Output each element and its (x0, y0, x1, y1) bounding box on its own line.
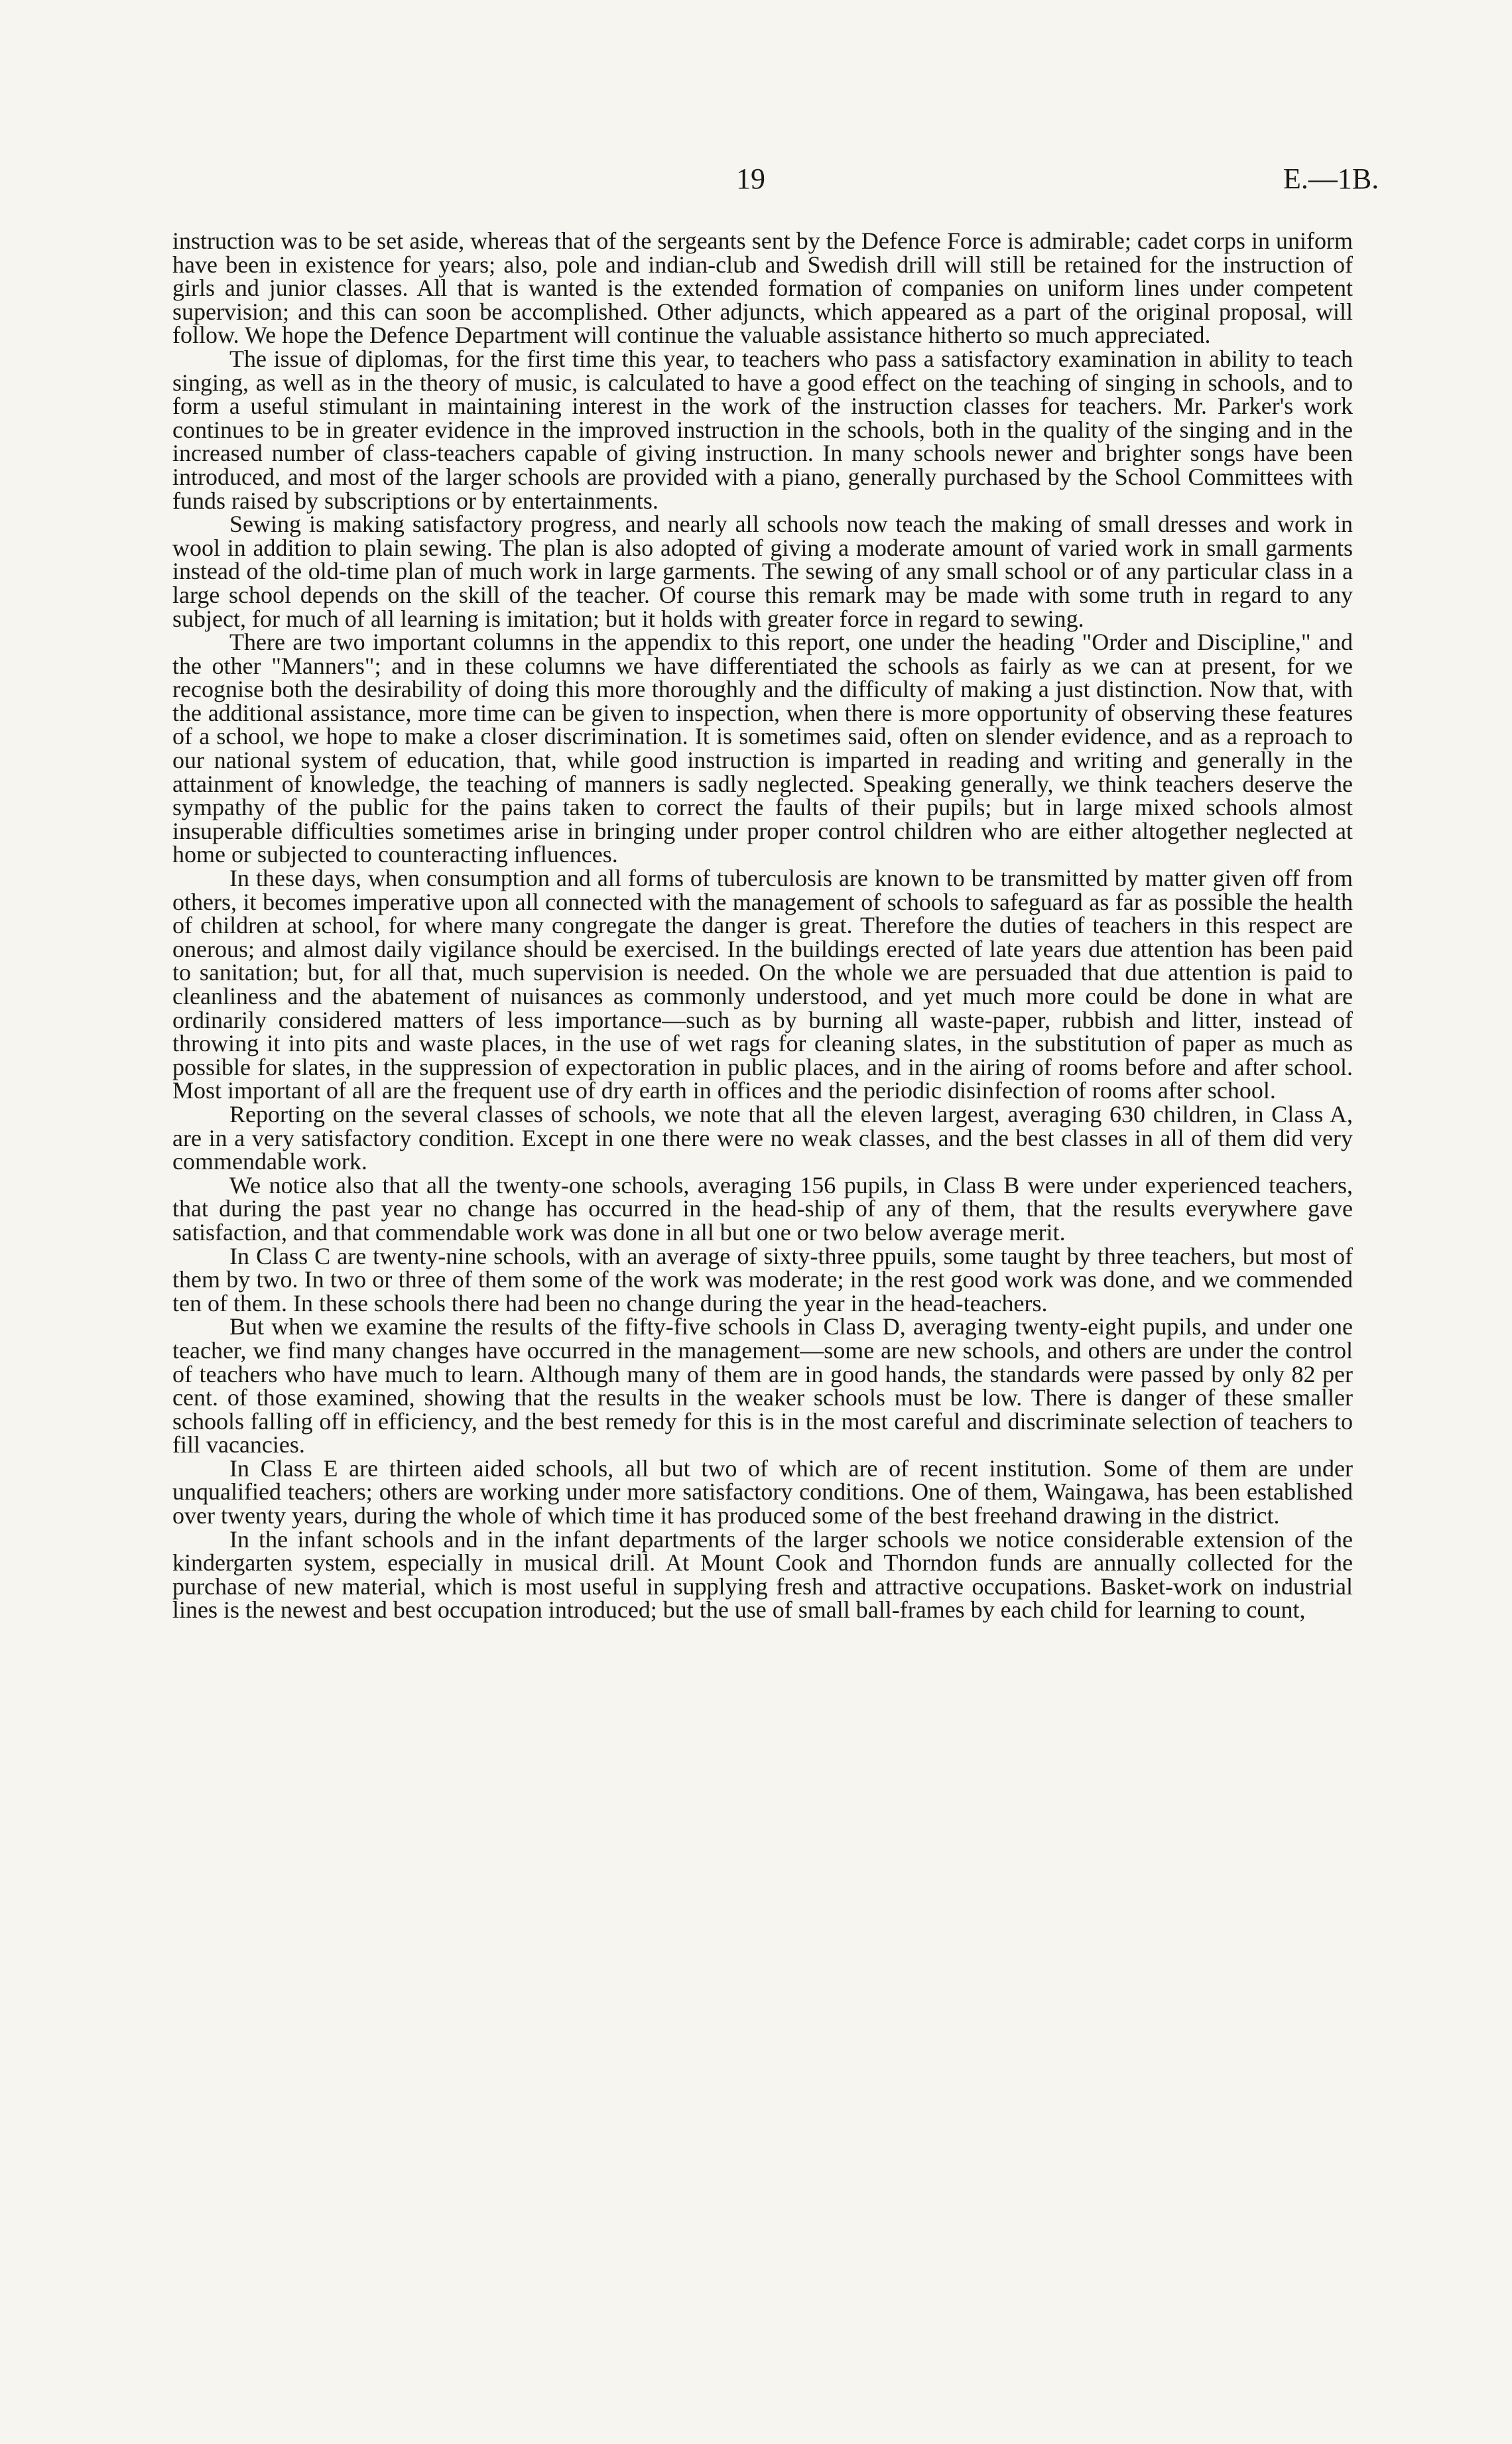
paragraph-class-e: In Class E are thirteen aided schools, all but two of which are of recent institution. Some of them are under unqualified teachers; others are working under more satisfactory conditions. One of them, Waingawa, has been established over twenty years, during the whole of which time it has produced some of the best freehand drawing in the district. (172, 1454, 1353, 1529)
paragraph-singing-diplomas: The issue of diplomas, for the first time this year, to teachers who pass a satisfactory examination in ability to teach singing, as well as in the theory of music, is calculated to have a good effect on the teaching of singing in schools, and to form a useful stimulant in maintaining interest in the work of the instruction classes for teachers. Mr. Parker's work continues to be in greater evidence in the improved instruction in the schools, both in the quality of the singing and in the increased number of class-teachers capable of giving instruction. In many schools newer and brighter songs have been introduced, and most of the larger schools are provided with a piano, generally purchased by the School Committees with funds raised by subscriptions or by entertainments. (172, 345, 1353, 514)
body-text (172, 229, 1353, 1622)
paragraph-drill-continued: instruction was to be set aside, whereas that of the sergeants sent by the Defence Force is admirable; cadet corps in uniform have been in existence for years; also, pole and indian-club and Swedish drill will still be retained for the instruction of girls and junior classes. All that is wanted is the extended formation of companies on uniform lines under competent supervision; and this can soon be accomplished. Other adjuncts, which appeared as a part of the original proposal, will follow. We hope the Defence Department will continue the valuable assistance hitherto so much appreciated. (172, 227, 1353, 349)
paragraph-infant-schools: In the infant schools and in the infant departments of the larger schools we notice considerable extension of the kindergarten system, especially in musical drill. At Mount Cook and Thorndon funds are annually collected for the purchase of new material, which is most useful in supplying fresh and attractive occupations. Basket-work on industrial lines is the newest and best occupation introduced; but the use of small ball-frames by each child for learning to count, (172, 1525, 1353, 1624)
paragraph-health-sanitation: In these days, when consumption and all forms of tuberculosis are known to be transmitted by matter given off from others, it becomes imperative upon all connected with the management of schools to safeguard as far as possible the health of children at school, for where many congregate the danger is great. Therefore the duties of teachers in this respect are onerous; and almost daily vigilance should be exercised. In the buildings erected of late years due attention has been paid to sanitation; but, for all that, much supervision is needed. On the whole we are persuaded that due attention is paid to cleanliness and the abatement of nuisances as commonly understood, and yet much more could be done in what are ordinarily considered matters of less importance—such as by burning all waste-paper, rubbish and litter, instead of throwing it into pits and waste places, in the use of wet rags for cleaning slates, in the substitution of paper as much as possible for slates, in the suppression of expectoration in public places, and in the airing of rooms before and after school. Most important of all are the frequent use of dry earth in offices and the periodic disinfection of rooms after school. (172, 865, 1353, 1104)
paragraph-class-c: In Class C are twenty-nine schools, with an average of sixty-three ppuils, some taught by three teachers, but most of them by two. In two or three of them some of the work was moderate; in the rest good work was done, and we commended ten of them. In these schools there had been no change during the year in the head-teachers. (172, 1242, 1353, 1317)
paragraph-class-b: We notice also that all the twenty-one schools, averaging 156 pupils, in Class B were under experienced teachers, that during the past year no change has occurred in the head-ship of any of them, that the results everywhere gave satisfaction, and that commendable work was done in all but one or two below average merit. (172, 1171, 1353, 1246)
document-reference: E.—1B. (1283, 162, 1379, 195)
page-number: 19 (736, 162, 765, 195)
paragraph-sewing: Sewing is making satisfactory progress, and nearly all schools now teach the making of small dresses and work in wool in addition to plain sewing. The plan is also adopted of giving a moderate amount of varied work in small garments instead of the old-time plan of much work in large garments. The sewing of any small school or of any particular class in a large school depends on the skill of the teacher. Of course this remark may be made with some truth in regard to any subject, for much of all learning is imitation; but it holds with greater force in regard to sewing. (172, 511, 1353, 632)
paragraph-class-a: Reporting on the several classes of schools, we note that all the eleven largest, averaging 630 children, in Class A, are in a very satisfactory condition. Except in one there were no weak classes, and the best classes in all of them did very commendable work. (172, 1100, 1353, 1175)
paragraph-class-d: But when we examine the results of the fifty-five schools in Class D, averaging twenty-eight pupils, and under one teacher, we find many changes have occurred in the management—some are new schools, and others are under the control of teachers who have much to learn. Although many of them are in good hands, the standards were passed by only 82 per cent. of those examined, showing that the results in the weaker schools must be low. There is danger of these smaller schools falling off in efficiency, and the best remedy for this is in the most careful and discriminate selection of teachers to fill vacancies. (172, 1313, 1353, 1458)
paragraph-order-and-manners: There are two important columns in the appendix to this report, one under the heading "Order and Discipline," and the other "Manners"; and in these columns we have differentiated the schools as fairly as we can at present, for we recognise both the desirability of doing this more thoroughly and the difficulty of making a just distinction. Now that, with the additional assistance, more time can be given to inspection, when there is more opportunity of observing these features of a school, we hope to make a closer discrimination. It is sometimes said, often on slender evidence, and as a reproach to our national system of education, that, while good instruction is imparted in reading and writing and generally in the attainment of knowledge, the teaching of manners is sadly neglected. Speaking generally, we think teachers deserve the sympathy of the public for the pains taken to correct the faults of their pupils; but in large mixed schools almost insuperable difficulties sometimes arise in bringing under proper control children who are either altogether neglected at home or subjected to counteracting influences. (172, 629, 1353, 868)
